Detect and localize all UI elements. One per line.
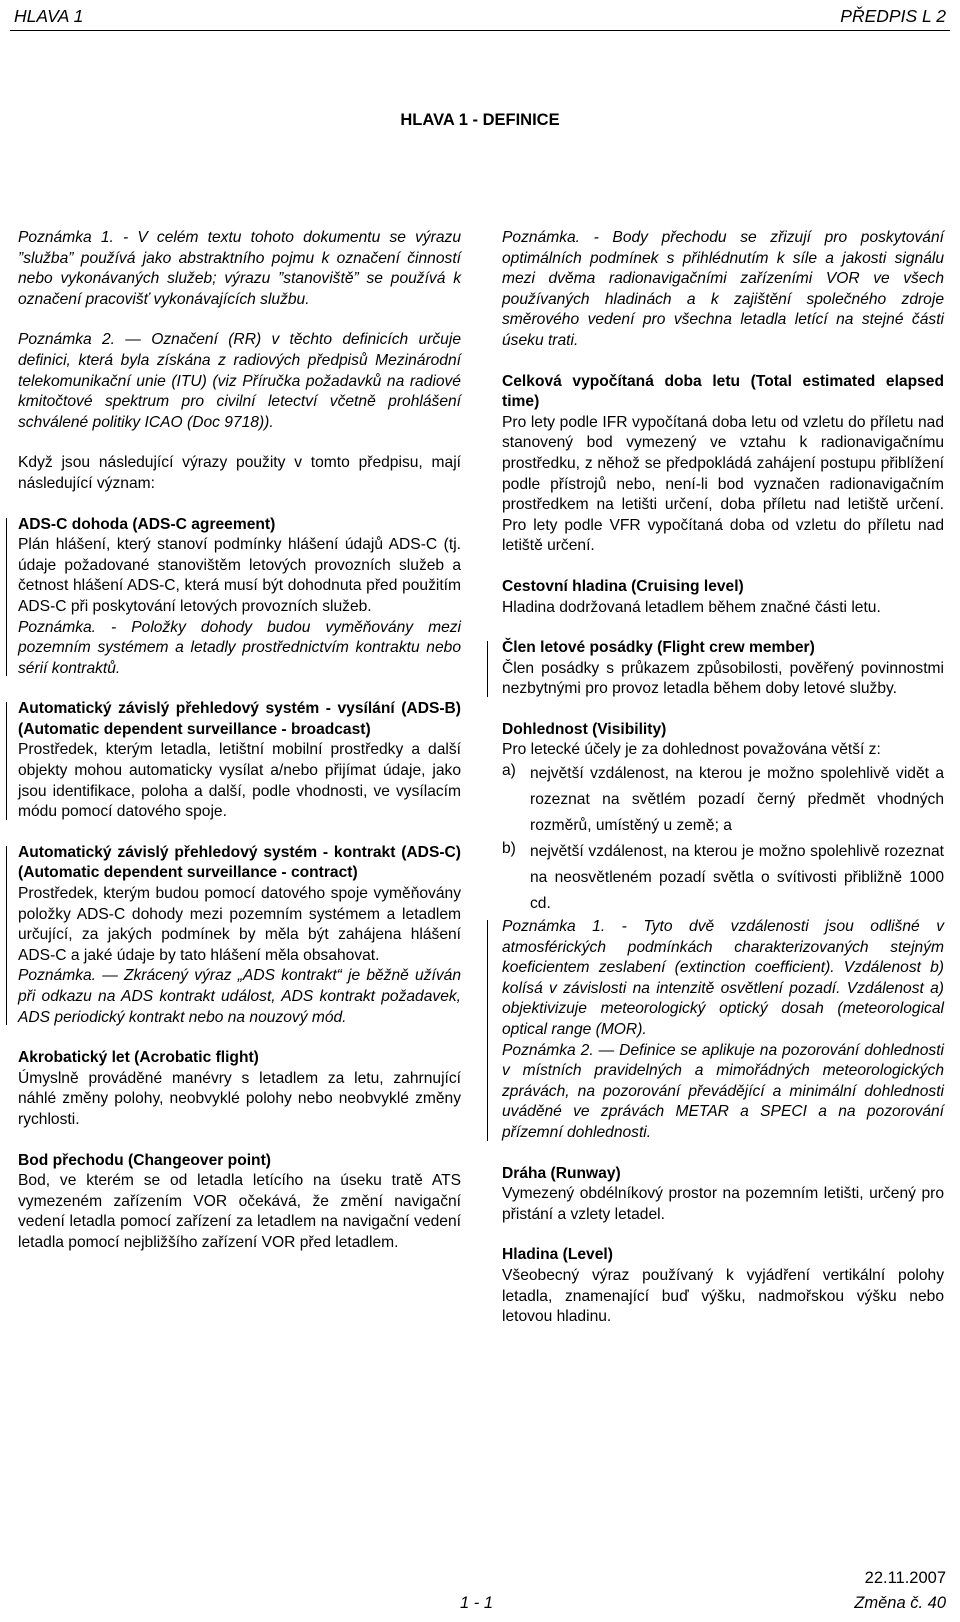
chapter-title: HLAVA 1 - DEFINICE xyxy=(400,111,560,129)
term-title: Bod přechodu (Changeover point) xyxy=(18,1151,271,1169)
list-text: největší vzdálenost, na kterou je možno spolehlivě vidět a rozeznat na světlém pozadí černý předmět vhodných rozměrů, umístěný u země; a xyxy=(530,765,944,835)
term-definition: Všeobecný výraz používaný k vyjádření vertikální polohy letadla, znamenající buď výšku, nadmořskou výšku nebo letovou hladinu. xyxy=(502,1266,944,1326)
term-definition: Člen posádky s průkazem způsobilosti, pověřený povinnostmi nezbytnými pro provoz letadla během doby letové služby. xyxy=(502,659,944,698)
term-title: Akrobatický let (Acrobatic flight) xyxy=(18,1049,259,1067)
term-title: Celková vypočítaná doba letu (Total estimated elapsed time) xyxy=(502,372,944,411)
term-definition: Prostředek, kterým budou pomocí datového spoje vyměňovány položky ADS-C dohody mezi pozemním systémem a letadlem určující, za jakých podmínek by měla být zahájena hlášení ADS-C a jaké údaje by tato hlášení měla obsahovat. xyxy=(18,885,461,964)
term-title: Automatický závislý přehledový systém - kontrakt (ADS-C) (Automatic dependent surveillance - contract) xyxy=(18,843,461,882)
header-chapter: HLAVA 1 xyxy=(14,6,84,26)
intro-text: Když jsou následující výrazy použity v tomto předpisu, mají následující význam: xyxy=(18,454,461,492)
term-title: Hladina (Level) xyxy=(502,1246,613,1264)
list-item xyxy=(502,839,944,917)
definition-runway xyxy=(502,1164,944,1226)
footer-date: 22.11.2007 xyxy=(864,1569,946,1587)
term-note: Poznámka. - Položky dohody budou vyměňovány mezi pozemním systémem a letadly prostřednictvím kontraktu nebo sérií kontraktů. xyxy=(18,618,461,677)
term-title: Dráha (Runway) xyxy=(502,1164,621,1182)
header-regulation: PŘEDPIS L 2 xyxy=(840,6,946,26)
changeover-note: Poznámka. - Body přechodu se zřizují pro poskytování optimálních podmínek s přihlédnutím k síle a jakosti signálu mezi dvěma radionavigačními zařízeními VOR ve všech používaných hladinách a k zajištění společného zdroje směrového vedení pro všechna letadla letící na stejné části úseku trati. xyxy=(502,229,944,349)
note-2: Poznámka 2. — Označení (RR) v těchto definicích určuje definici, která byla získána z radiových předpisů Mezinárodní telekomunikační unie (ITU) (viz Příručka požadavků na radiové kmitočtové spektrum pro civilní letectví včetně prohlášení schválené politiky ICAO (Doc 9718)). xyxy=(18,331,461,431)
term-definition: Pro lety podle IFR vypočítaná doba letu od vzletu do příletu nad stanovený bod vymezený ve vztahu k radionavigačnímu prostředku, z něhož se předpokládá zahájení postupu přiblížení podle přístrojů nebo, není-li bod vyznačen radionavigačním prostředkem na letišti určení, doba příletu nad letiště určení. Pro lety podle VFR vypočítaná doba od vzletu do příletu nad letiště určení. xyxy=(502,413,944,555)
term-title: Člen letové posádky (Flight crew member) xyxy=(502,639,815,657)
header-rule xyxy=(10,30,950,31)
term-note: Poznámka. — Zkrácený výraz „ADS kontrakt“ je běžně užíván při odkazu na ADS kontrakt událost, ADS kontrakt požadavek, ADS periodický kontrakt nebo na nouzový mód. xyxy=(18,967,461,1026)
term-title: Cestovní hladina (Cruising level) xyxy=(502,577,744,595)
term-definition: Bod, ve kterém se od letadla letícího na úseku tratě ATS vymezeném zařízením VOR očekává, že změní navigační vedení letadla pomocí zařízení za letadlem na navigační vedení letadla pomocí nejbližšího zařízení VOR před letadlem. xyxy=(18,1172,461,1251)
footer-change-number: Změna č. 40 xyxy=(854,1594,946,1612)
definition-flight-crew-member xyxy=(502,638,944,700)
term-title: Automatický závislý přehledový systém - vysílání (ADS-B) (Automatic dependent surveillance - broadcast) xyxy=(18,700,461,738)
definition-changeover-point xyxy=(18,1151,461,1254)
list-item xyxy=(502,761,944,839)
definition-level xyxy=(502,1245,944,1327)
right-column xyxy=(502,228,944,1328)
term-definition: Prostředek, kterým letadla, letištní mobilní prostředky a další objekty mohou automaticky vysílat a/nebo přijímat údaje, jako jsou identifikace, poloha a další, podle vhodnosti, ve vysílacím módu pomocí datového spoje. xyxy=(18,741,461,821)
term-definition: Plán hlášení, který stanoví podmínky hlášení údajů ADS-C (tj. údaje požadované stanovištěm letových provozních služeb a četnost hlášení ADS-C, která musí být dohodnuta před použitím ADS-C při poskytování letových provozních služeb. xyxy=(18,536,461,615)
definition-total-estimated-elapsed-time xyxy=(502,372,944,557)
term-definition: Vymezený obdélníkový prostor na pozemním letišti, určený pro přistání a vzlety letadel. xyxy=(502,1185,944,1223)
footer-page-number: 1 - 1 xyxy=(460,1594,494,1612)
definition-cruising-level xyxy=(502,577,944,618)
list-marker: a) xyxy=(502,762,516,780)
list-marker: b) xyxy=(502,840,516,858)
list-text: největší vzdálenost, na kterou je možno spolehlivě rozeznat na neosvětleném pozadí světla o svítivosti přibližně 1000 cd. xyxy=(530,843,944,913)
definition-ads-b xyxy=(18,699,461,823)
term-title: ADS-C dohoda (ADS-C agreement) xyxy=(18,515,276,533)
definition-acrobatic-flight xyxy=(18,1048,461,1130)
term-title: Dohlednost (Visibility) xyxy=(502,720,667,738)
left-column xyxy=(18,228,461,1254)
definition-ads-c-agreement xyxy=(18,515,461,680)
term-definition: Úmyslně prováděné manévry s letadlem za letu, zahrnující náhlé změny polohy, neobvyklé polohy nebo neobvyklé změny rychlosti. xyxy=(18,1069,461,1128)
visibility-note-1: Poznámka 1. - Tyto dvě vzdálenosti jsou odlišné v atmosférických podmínkách charakterizovaných stejným koeficientem zeslabení (extinction coefficient). Vzdálenost b) kolísá v závislosti na intenzitě osvětlení pozadí. Vzdálenost a) objektivizuje meteorologický optický dosah (meteorological optical range (MOR). xyxy=(502,918,944,1039)
term-definition: Hladina dodržovaná letadlem během značné části letu. xyxy=(502,598,881,616)
definition-ads-c xyxy=(18,843,461,1028)
visibility-note-2: Poznámka 2. — Definice se aplikuje na pozorování dohlednosti v místních pravidelných a mimořádných meteorologických zprávách, na pozorování převádějící a minimální dohlednosti uváděné ve zprávách METAR a SPECI a na pozorování přízemní dohlednosti. xyxy=(502,1041,944,1141)
note-1: Poznámka 1. - V celém textu tohoto dokumentu se výrazu ”služba” používá jako abstraktního pojmu k označení činností nebo vykonávaných služeb; výrazu ”stanoviště” se používá k označení pracovišť vykonávajících službu. xyxy=(18,229,461,308)
term-definition: Pro letecké účely je za dohlednost považována větší z: xyxy=(502,741,881,759)
definition-visibility xyxy=(502,720,944,1144)
